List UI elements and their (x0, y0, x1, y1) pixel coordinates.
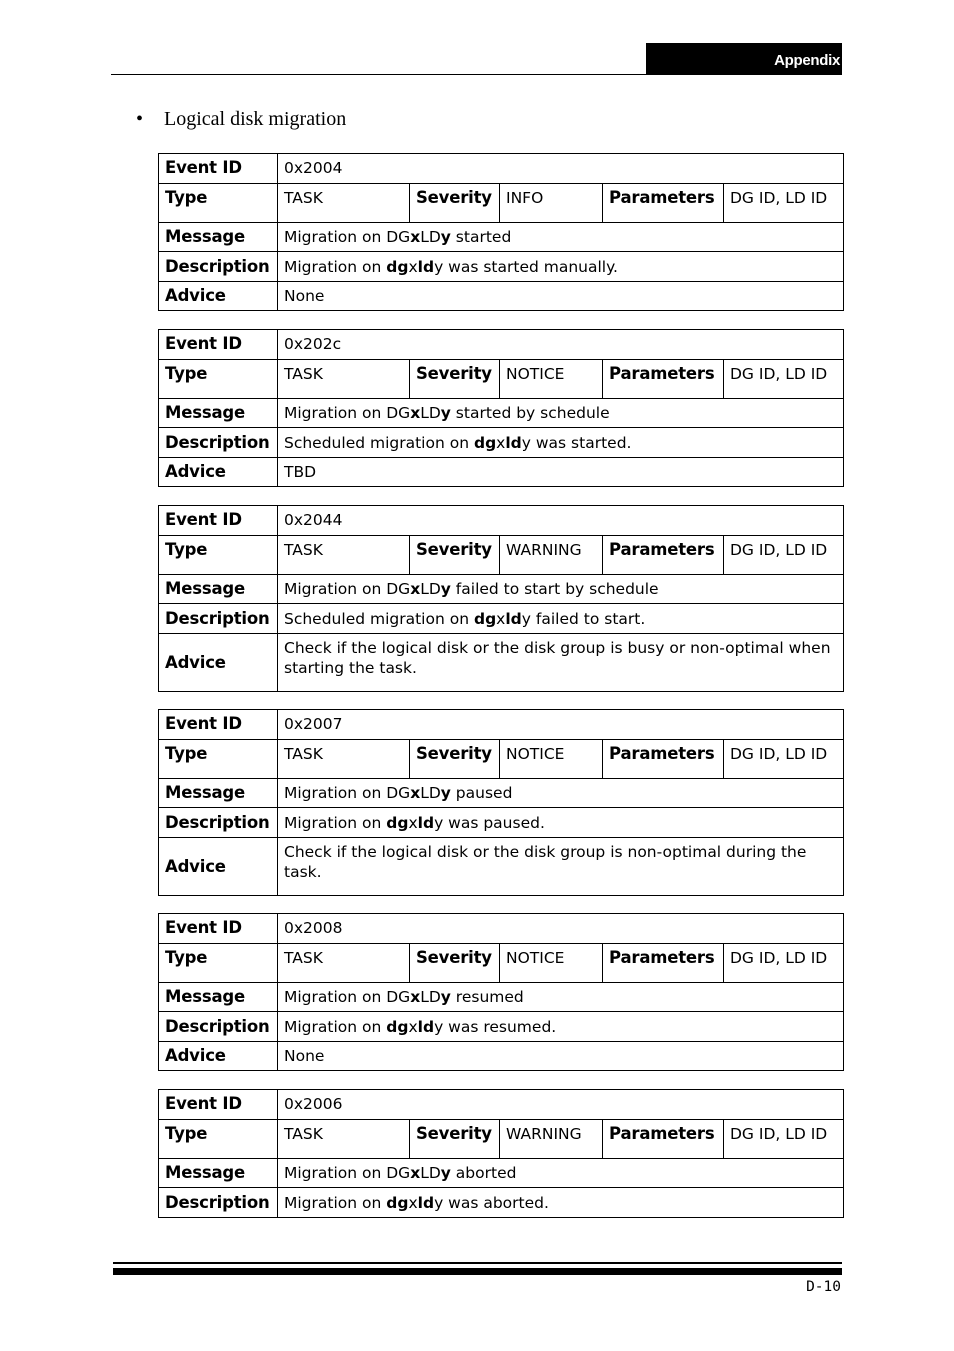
label-type: Type (159, 536, 278, 575)
row-advice (159, 634, 844, 692)
row-advice (159, 1042, 844, 1071)
description-var-ld: ld (505, 433, 522, 452)
description-var-x: x (408, 257, 418, 276)
label-severity: Severity (410, 360, 500, 399)
value-parameters: DG ID, LD ID (724, 536, 844, 575)
description-var-ld: ld (417, 1193, 435, 1212)
description-text-end: y was started manually. (434, 257, 618, 276)
description-var-x: x (408, 813, 418, 832)
row-event-id (159, 154, 844, 184)
label-type: Type (159, 944, 278, 983)
row-description (159, 428, 844, 458)
description-var-x: x (496, 609, 506, 628)
message-var-x: x (410, 404, 421, 422)
description-var-x: x (496, 433, 506, 452)
message-var-y: y (440, 988, 451, 1006)
event-table-0x2004 (158, 153, 844, 311)
label-description: Description (159, 1188, 278, 1218)
section-title (136, 108, 346, 131)
value-severity: INFO (500, 184, 603, 223)
description-text-end: y failed to start. (521, 609, 646, 628)
label-parameters: Parameters (603, 184, 724, 223)
value-type: TASK (278, 740, 410, 779)
description-var-x: x (408, 1017, 418, 1036)
description-var-dg: dg (386, 257, 409, 276)
label-advice: Advice (159, 634, 278, 692)
row-event-id (159, 914, 844, 944)
footer-rule-thin (113, 1262, 842, 1264)
value-type: TASK (278, 944, 410, 983)
value-message (278, 223, 844, 252)
value-event-id: 0x2008 (278, 914, 844, 944)
value-description (278, 604, 844, 634)
label-description: Description (159, 808, 278, 838)
description-text-end: y was resumed. (434, 1017, 557, 1036)
footer-rule-thick (113, 1268, 842, 1275)
value-description (278, 1188, 844, 1218)
message-var-y: y (440, 784, 451, 802)
value-type: TASK (278, 184, 410, 223)
row-description (159, 1188, 844, 1218)
value-type: TASK (278, 536, 410, 575)
message-text-ld: LD (420, 1164, 441, 1182)
value-parameters: DG ID, LD ID (724, 1120, 844, 1159)
label-advice: Advice (159, 838, 278, 896)
label-message: Message (159, 1159, 278, 1188)
description-var-dg: dg (386, 813, 409, 832)
label-event-id: Event ID (159, 330, 278, 360)
message-text-start: Migration on DG (284, 580, 411, 598)
value-type: TASK (278, 360, 410, 399)
description-text-end: y was aborted. (434, 1193, 549, 1212)
message-text-end: started by schedule (450, 404, 610, 422)
label-event-id: Event ID (159, 710, 278, 740)
message-var-x: x (410, 580, 421, 598)
label-message: Message (159, 983, 278, 1012)
description-var-ld: ld (417, 257, 435, 276)
value-type: TASK (278, 1120, 410, 1159)
row-description (159, 808, 844, 838)
event-table-0x2006 (158, 1089, 844, 1218)
description-var-dg: dg (473, 433, 497, 452)
value-event-id: 0x2044 (278, 506, 844, 536)
value-message (278, 399, 844, 428)
message-var-y: y (440, 404, 451, 422)
row-message (159, 399, 844, 428)
section-title-text: Logical disk migration (164, 108, 347, 130)
message-text-end: paused (450, 784, 513, 802)
value-advice: Check if the logical disk or the disk group is busy or non-optimal when starting the task. (278, 634, 844, 692)
value-severity: WARNING (500, 1120, 603, 1159)
bullet: • (136, 108, 144, 130)
message-text-end: started (450, 228, 512, 246)
value-event-id: 0x2004 (278, 154, 844, 184)
label-event-id: Event ID (159, 1090, 278, 1120)
message-text-end: resumed (450, 988, 524, 1006)
value-description (278, 808, 844, 838)
label-event-id: Event ID (159, 154, 278, 184)
row-message (159, 223, 844, 252)
label-parameters: Parameters (603, 536, 724, 575)
description-var-ld: ld (505, 609, 522, 628)
page-number: D-10 (806, 1279, 841, 1295)
description-text-start: Scheduled migration on (284, 609, 474, 628)
description-text-end: y was started. (521, 433, 632, 452)
description-text-start: Migration on (284, 1017, 387, 1036)
event-table-0x2008 (158, 913, 844, 1071)
description-text-start: Migration on (284, 1193, 387, 1212)
row-type (159, 184, 844, 223)
label-type: Type (159, 1120, 278, 1159)
value-event-id: 0x2006 (278, 1090, 844, 1120)
value-severity: WARNING (500, 536, 603, 575)
description-text-end: y was paused. (434, 813, 545, 832)
message-var-x: x (410, 1164, 421, 1182)
message-var-x: x (410, 988, 421, 1006)
row-message (159, 575, 844, 604)
label-severity: Severity (410, 1120, 500, 1159)
row-advice (159, 458, 844, 487)
label-parameters: Parameters (603, 944, 724, 983)
label-description: Description (159, 428, 278, 458)
label-event-id: Event ID (159, 914, 278, 944)
value-message (278, 779, 844, 808)
message-var-y: y (440, 228, 451, 246)
label-description: Description (159, 252, 278, 282)
label-type: Type (159, 360, 278, 399)
value-message (278, 575, 844, 604)
value-severity: NOTICE (500, 944, 603, 983)
label-message: Message (159, 223, 278, 252)
value-advice: None (278, 282, 844, 311)
label-message: Message (159, 575, 278, 604)
value-severity: NOTICE (500, 360, 603, 399)
description-var-dg: dg (386, 1017, 409, 1036)
message-text-ld: LD (420, 228, 441, 246)
label-description: Description (159, 1012, 278, 1042)
row-event-id (159, 506, 844, 536)
description-var-x: x (408, 1193, 418, 1212)
label-severity: Severity (410, 536, 500, 575)
message-text-start: Migration on DG (284, 228, 411, 246)
label-advice: Advice (159, 282, 278, 311)
message-var-y: y (440, 1164, 451, 1182)
label-severity: Severity (410, 944, 500, 983)
event-table-0x2044 (158, 505, 844, 692)
message-text-start: Migration on DG (284, 1164, 411, 1182)
event-table-0x202c (158, 329, 844, 487)
row-type (159, 740, 844, 779)
row-advice (159, 838, 844, 896)
row-message (159, 779, 844, 808)
message-text-end: failed to start by schedule (450, 580, 659, 598)
label-parameters: Parameters (603, 360, 724, 399)
row-description (159, 604, 844, 634)
row-type (159, 1120, 844, 1159)
row-type (159, 536, 844, 575)
value-advice: Check if the logical disk or the disk group is non-optimal during the task. (278, 838, 844, 896)
value-parameters: DG ID, LD ID (724, 944, 844, 983)
row-type (159, 360, 844, 399)
message-var-x: x (410, 784, 421, 802)
label-advice: Advice (159, 458, 278, 487)
row-event-id (159, 1090, 844, 1120)
label-parameters: Parameters (603, 740, 724, 779)
value-description (278, 252, 844, 282)
message-text-ld: LD (420, 784, 441, 802)
message-text-start: Migration on DG (284, 404, 411, 422)
label-severity: Severity (410, 184, 500, 223)
message-var-y: y (440, 580, 451, 598)
label-description: Description (159, 604, 278, 634)
event-table-0x2007 (158, 709, 844, 896)
value-message (278, 1159, 844, 1188)
message-text-end: aborted (450, 1164, 517, 1182)
value-event-id: 0x2007 (278, 710, 844, 740)
description-var-dg: dg (473, 609, 497, 628)
row-advice (159, 282, 844, 311)
message-text-start: Migration on DG (284, 988, 411, 1006)
header-rule (111, 74, 842, 75)
description-text-start: Migration on (284, 813, 387, 832)
row-event-id (159, 710, 844, 740)
value-advice: TBD (278, 458, 844, 487)
description-text-start: Migration on (284, 257, 387, 276)
message-text-ld: LD (420, 580, 441, 598)
label-event-id: Event ID (159, 506, 278, 536)
value-event-id: 0x202c (278, 330, 844, 360)
row-message (159, 1159, 844, 1188)
value-advice: None (278, 1042, 844, 1071)
label-severity: Severity (410, 740, 500, 779)
label-parameters: Parameters (603, 1120, 724, 1159)
message-var-x: x (410, 228, 421, 246)
label-message: Message (159, 779, 278, 808)
description-var-ld: ld (417, 813, 435, 832)
label-message: Message (159, 399, 278, 428)
label-type: Type (159, 184, 278, 223)
value-parameters: DG ID, LD ID (724, 740, 844, 779)
value-parameters: DG ID, LD ID (724, 360, 844, 399)
row-event-id (159, 330, 844, 360)
header-section-label: Appendix (646, 43, 842, 75)
message-text-ld: LD (420, 404, 441, 422)
description-var-dg: dg (386, 1193, 409, 1212)
row-message (159, 983, 844, 1012)
row-description (159, 1012, 844, 1042)
value-severity: NOTICE (500, 740, 603, 779)
message-text-start: Migration on DG (284, 784, 411, 802)
value-description (278, 1012, 844, 1042)
row-type (159, 944, 844, 983)
label-type: Type (159, 740, 278, 779)
row-description (159, 252, 844, 282)
value-description (278, 428, 844, 458)
description-text-start: Scheduled migration on (284, 433, 474, 452)
message-text-ld: LD (420, 988, 441, 1006)
label-advice: Advice (159, 1042, 278, 1071)
value-parameters: DG ID, LD ID (724, 184, 844, 223)
value-message (278, 983, 844, 1012)
description-var-ld: ld (417, 1017, 435, 1036)
